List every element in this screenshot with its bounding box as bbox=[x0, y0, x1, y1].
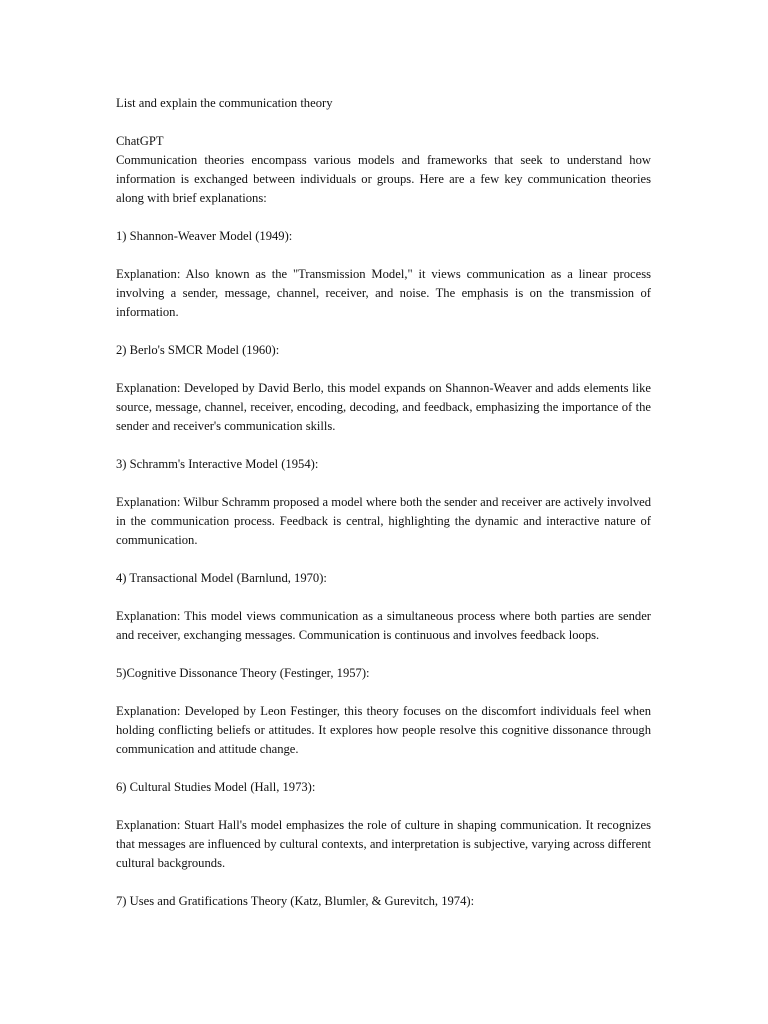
theory-section-2 bbox=[116, 341, 651, 455]
spacer bbox=[116, 759, 651, 778]
theory-heading: 3) Schramm's Interactive Model (1954): bbox=[116, 457, 319, 471]
document-page bbox=[116, 94, 651, 911]
theory-heading: 1) Shannon-Weaver Model (1949): bbox=[116, 229, 293, 243]
theory-explanation: Explanation: This model views communication as a simultaneous process where both parties are sender and receiver, exchanging messages. Communication is continuous and involves feedback loops. bbox=[116, 609, 651, 642]
theory-section-6 bbox=[116, 778, 651, 892]
theory-explanation: Explanation: Developed by David Berlo, this model expands on Shannon-Weaver and adds elements like source, message, channel, receiver, encoding, decoding, and feedback, emphasizing the importance of the sender and receiver's communication skills. bbox=[116, 381, 651, 433]
theory-explanation: Explanation: Developed by Leon Festinger, this theory focuses on the discomfort individuals feel when holding conflicting beliefs or attitudes. It explores how people resolve this cognitive dissonance through communication and attitude change. bbox=[116, 704, 651, 756]
theory-explanation: Explanation: Also known as the "Transmission Model," it views communication as a linear process involving a sender, message, channel, receiver, and noise. The emphasis is on the transmission of information. bbox=[116, 267, 651, 319]
spacer bbox=[116, 322, 651, 341]
spacer bbox=[116, 797, 651, 816]
spacer bbox=[116, 873, 651, 892]
prompt-text: List and explain the communication theory bbox=[116, 96, 333, 110]
theory-explanation: Explanation: Stuart Hall's model emphasizes the role of culture in shaping communication. It recognizes that messages are influenced by cultural contexts, and interpretation is subjective, varying across different cultural backgrounds. bbox=[116, 818, 651, 870]
theory-section-5 bbox=[116, 664, 651, 778]
spacer bbox=[116, 113, 651, 132]
theory-explanation: Explanation: Wilbur Schramm proposed a model where both the sender and receiver are actively involved in the communication process. Feedback is central, highlighting the dynamic and interactive nature of communication. bbox=[116, 495, 651, 547]
theory-section-4 bbox=[116, 569, 651, 664]
theory-heading: 5)Cognitive Dissonance Theory (Festinger, 1957): bbox=[116, 666, 370, 680]
spacer bbox=[116, 474, 651, 493]
theory-heading: 2) Berlo's SMCR Model (1960): bbox=[116, 343, 280, 357]
theory-section-1 bbox=[116, 227, 651, 341]
spacer bbox=[116, 683, 651, 702]
spacer bbox=[116, 645, 651, 664]
author-label: ChatGPT bbox=[116, 134, 164, 148]
theory-heading: 4) Transactional Model (Barnlund, 1970): bbox=[116, 571, 327, 585]
spacer bbox=[116, 436, 651, 455]
theory-heading: 6) Cultural Studies Model (Hall, 1973): bbox=[116, 780, 316, 794]
spacer bbox=[116, 246, 651, 265]
intro-paragraph: Communication theories encompass various models and frameworks that seek to understand how information is exchanged between individuals or groups. Here are a few key communication theories along with brief explanations: bbox=[116, 153, 651, 205]
theory-heading-7: 7) Uses and Gratifications Theory (Katz, Blumler, & Gurevitch, 1974): bbox=[116, 894, 475, 908]
theory-section-3 bbox=[116, 455, 651, 569]
spacer bbox=[116, 550, 651, 569]
spacer bbox=[116, 360, 651, 379]
spacer bbox=[116, 208, 651, 227]
spacer bbox=[116, 588, 651, 607]
